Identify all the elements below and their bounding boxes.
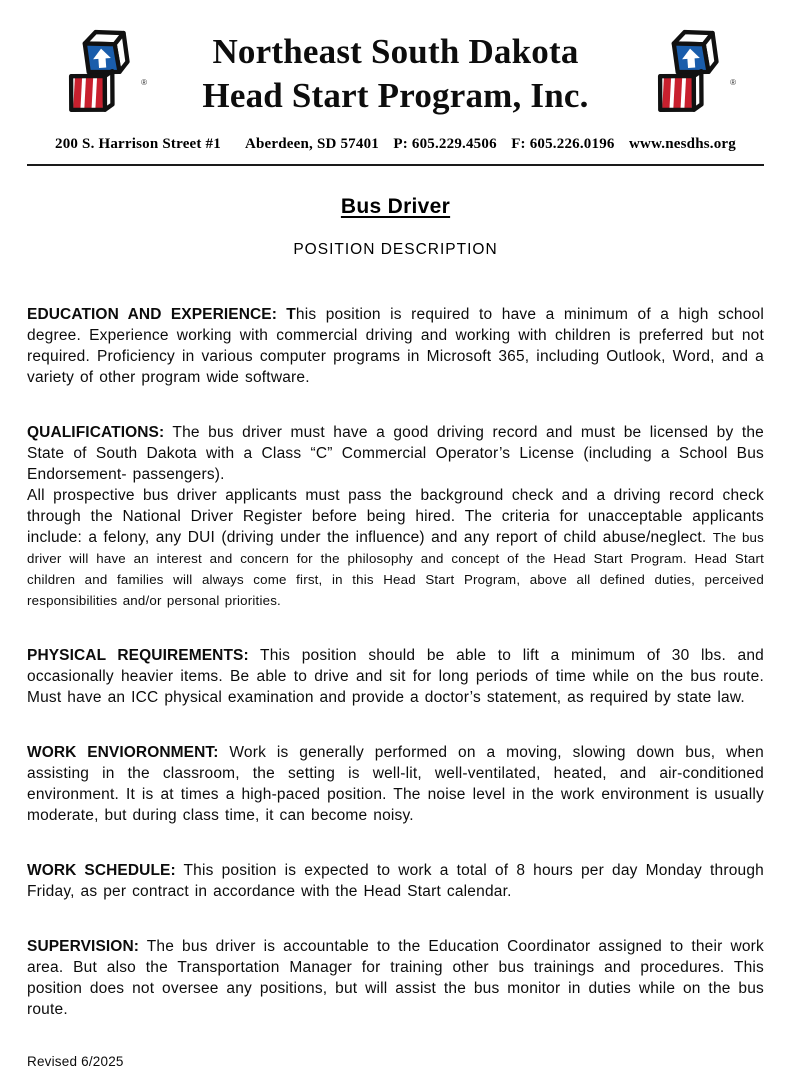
- phone-number: P: 605.229.4506: [393, 136, 497, 152]
- head-start-blocks-icon: [642, 26, 738, 126]
- head-start-blocks-icon: [53, 26, 149, 126]
- section-text: This position is expected to work a total of 8 hours per day Monday through Friday, as per contract in accordance with the Head Start calendar.: [27, 862, 764, 900]
- letterhead: [27, 0, 764, 126]
- org-name-line2: Head Start Program, Inc.: [202, 76, 589, 115]
- head-start-blocks-logo: [642, 26, 738, 126]
- contact-info: [55, 136, 736, 153]
- section-heading: EDUCATION AND EXPERIENCE: T: [27, 306, 296, 323]
- section-text: his position is required to have a minimum of a high school degree. Experience working with commercial driving and working with children is preferred but not required. Proficiency in various computer programs in Microsoft 365, including Outlook, Word, and a variety of other program wide software.: [27, 306, 765, 386]
- section-text: This position should be able to lift a minimum of 30 lbs. and occasionally heavier items. Be able to drive and sit for long periods of time while on the bus route. Must have an ICC physical examination and provide a doctor’s statement, as required by state law.: [27, 647, 765, 706]
- head-start-blocks-logo: [53, 26, 149, 126]
- page-subtitle: POSITION DESCRIPTION: [293, 241, 498, 258]
- registered-trademark: ®: [730, 78, 736, 87]
- section-heading: PHYSICAL REQUIREMENTS:: [27, 647, 249, 664]
- registered-trademark: ®: [141, 78, 147, 87]
- section-heading: SUPERVISION:: [27, 938, 140, 955]
- contact-address-group: [55, 136, 379, 153]
- street-address: 200 S. Harrison Street #1: [55, 136, 221, 152]
- section-text: Work is generally performed on a moving, slowing down bus, when assisting in the classroom, the setting is well-lit, well-ventilated, heated, and air-conditioned environment. It is at times a high-paced position. The noise level in the work environment is usually moderate, but during class time, it can become noisy.: [27, 744, 764, 824]
- section-work-schedule: [27, 860, 764, 902]
- section-heading: WORK SCHEDULE:: [27, 862, 176, 879]
- website-url: www.nesdhs.org: [629, 136, 736, 152]
- section-heading: QUALIFICATIONS:: [27, 424, 165, 441]
- org-name: [149, 30, 642, 118]
- city-state-zip: Aberdeen, SD 57401: [244, 136, 379, 152]
- section-qualifications: [27, 422, 764, 611]
- org-name-line1: Northeast South Dakota: [212, 32, 579, 71]
- section-education-and-experience: [27, 304, 764, 388]
- page-title: Bus Driver: [340, 195, 451, 218]
- section-physical-requirements: [27, 645, 764, 708]
- section-text: The bus driver is accountable to the Education Coordinator assigned to their work area. But also the Transportation Manager for training other bus trainings and procedures. This position does not oversee any positions, but will assist the bus monitor in duties while on the bus route.: [27, 938, 764, 1018]
- section-text: All prospective bus driver applicants must pass the background check and a driving record check through the National Driver Register before being hired. The criteria for unacceptable applicants include: a felony, any DUI (driving under the influence) and any report of child abuse/neglect.: [27, 487, 764, 546]
- document-body: [27, 195, 764, 1069]
- header-divider: [27, 164, 764, 166]
- section-text: The bus driver must have a good driving record and must be licensed by the State of South Dakota with a Class “C” Commercial Operator’s License (including a School Bus Endorsement- passengers).: [27, 424, 764, 483]
- section-heading: WORK ENVIORONMENT:: [27, 744, 219, 761]
- section-supervision: [27, 936, 764, 1020]
- section-work-environment: [27, 742, 764, 826]
- revision-note: Revised 6/2025: [27, 1054, 124, 1069]
- fax-number: F: 605.226.0196: [511, 136, 615, 152]
- section-text-small: The bus driver will have an interest and concern for the philosophy and concept of the Head Start Program. Head Start children and families will always come first, in this Head Start Program, above all defined duties, perceived responsibilities and/or personal priorities.: [27, 530, 764, 608]
